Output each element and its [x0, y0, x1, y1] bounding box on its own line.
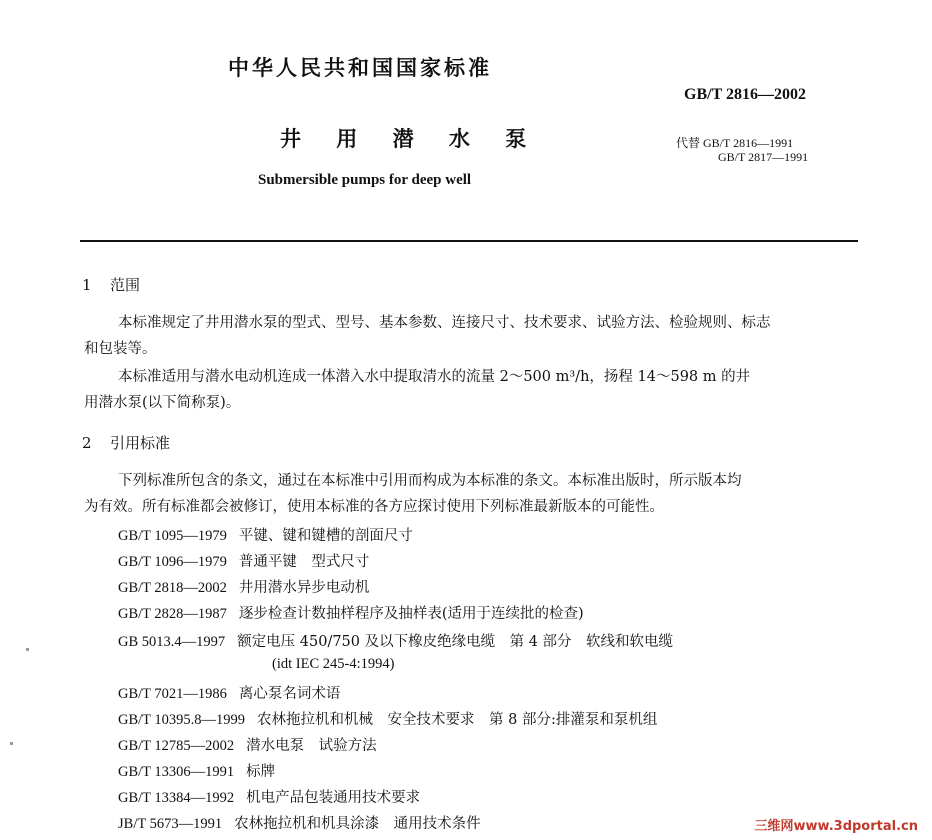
reference-item	[118, 786, 420, 807]
reference-item	[118, 760, 275, 781]
reference-name: 潜水电泵 试验方法	[246, 738, 377, 754]
scan-speck	[26, 648, 29, 651]
header-divider	[80, 240, 858, 242]
reference-name: 农林拖拉机和机械 安全技术要求 第 8 部分:排灌泵和泵机组	[257, 712, 658, 728]
reference-item	[118, 682, 340, 703]
reference-code: GB/T 2828—1987	[118, 606, 227, 622]
reference-name: 普通平键 型式尺寸	[238, 554, 370, 570]
section-title: 引用标准	[110, 434, 171, 452]
reference-item	[272, 656, 394, 673]
scan-speck	[10, 742, 13, 745]
section-title: 范围	[110, 276, 141, 294]
paragraph-line: 本标准适用与潜水电动机连成一体潜入水中提取清水的流量 2～500 m³/h，扬程 14～598 m 的井	[118, 369, 751, 385]
standard-number: GB/T 2816—2002	[684, 86, 806, 103]
reference-item	[118, 708, 657, 729]
section-heading-1	[82, 274, 140, 295]
reference-code: JB/T 5673—1991	[118, 816, 223, 832]
reference-note: (idt IEC 245-4:1994)	[272, 656, 395, 672]
reference-code: GB/T 2818—2002	[118, 580, 227, 596]
reference-item	[118, 734, 377, 755]
reference-code: GB/T 1095—1979	[118, 528, 227, 544]
section-number: 1	[82, 276, 92, 294]
reference-name: 农林拖拉机和机具涂漆 通用技术条件	[234, 816, 481, 832]
reference-name: 额定电压 450/750 及以下橡皮绝缘电缆 第 4 部分 软线和软电缆	[237, 634, 674, 650]
reference-code: GB/T 13384—1992	[118, 790, 235, 806]
paragraph-line: 和包装等。	[84, 341, 157, 357]
reference-item	[118, 602, 584, 623]
reference-name: 机电产品包装通用技术要求	[246, 790, 421, 806]
reference-item	[118, 524, 413, 545]
english-title: Submersible pumps for deep well	[258, 172, 472, 188]
paragraph-line: 为有效。所有标准都会被修订，使用本标准的各方应探讨使用下列标准最新版本的可能性。	[84, 499, 664, 515]
reference-code: GB/T 10395.8—1999	[118, 712, 246, 728]
paragraph-line: 用潜水泵(以下简称泵)。	[84, 395, 241, 411]
reference-item	[118, 550, 369, 571]
replaces-block	[676, 136, 808, 164]
reference-item	[118, 576, 369, 597]
reference-name: 井用潜水异步电动机	[238, 580, 370, 596]
reference-item	[118, 812, 481, 833]
watermark: 三维网www.3dportal.cn	[754, 819, 918, 834]
paragraph-line: 本标准规定了井用潜水泵的型式、型号、基本参数、连接尺寸、技术要求、试验方法、检验规则、标志	[118, 315, 771, 331]
reference-code: GB/T 13306—1991	[118, 764, 235, 780]
reference-name: 离心泵名词术语	[238, 686, 341, 702]
reference-code: GB/T 1096—1979	[118, 554, 227, 570]
paragraph-line: 下列标准所包含的条文，通过在本标准中引用而构成为本标准的条文。本标准出版时，所示版本均	[118, 473, 742, 489]
reference-item	[118, 630, 673, 651]
reference-code: GB/T 12785—2002	[118, 738, 235, 754]
reference-name: 逐步检查计数抽样程序及抽样表(适用于连续批的检查)	[238, 606, 584, 622]
org-title: 中华人民共和国国家标准	[228, 56, 492, 80]
reference-code: GB/T 7021—1986	[118, 686, 227, 702]
section-number: 2	[82, 434, 92, 452]
section-heading-2	[82, 432, 170, 453]
replaces-line-1: 代替 GB/T 2816—1991	[676, 136, 794, 150]
document-title: 井 用 潜 水 泵	[280, 127, 541, 151]
reference-code: GB 5013.4—1997	[118, 634, 226, 650]
replaces-line-2: GB/T 2817—1991	[718, 150, 809, 164]
reference-name: 标牌	[246, 764, 276, 780]
reference-name: 平键、键和键槽的剖面尺寸	[238, 528, 413, 544]
